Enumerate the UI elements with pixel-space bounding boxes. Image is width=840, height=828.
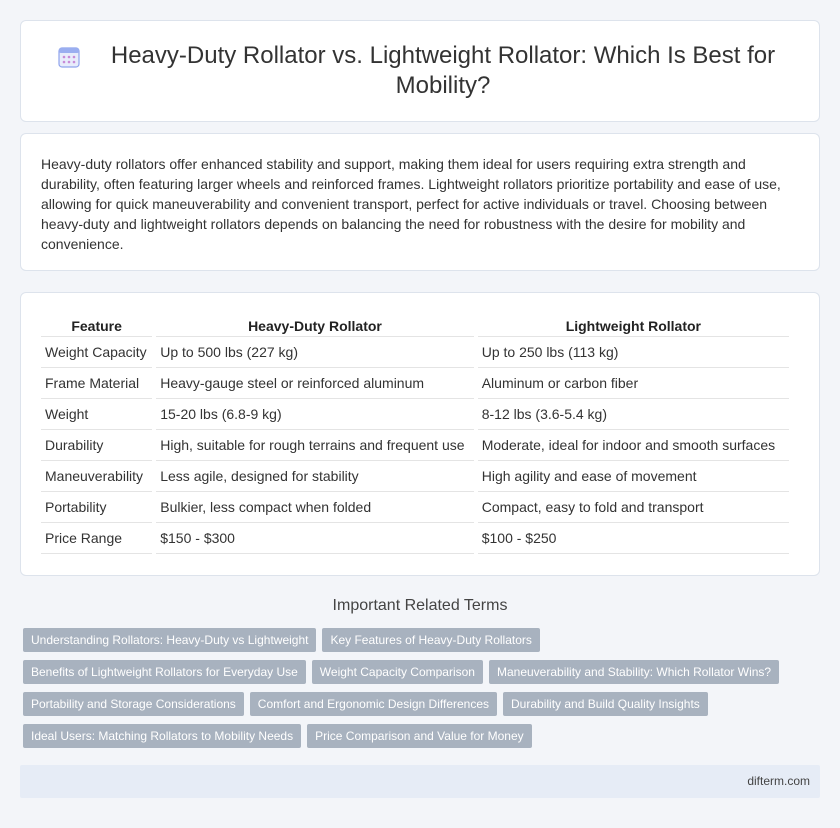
related-term-tag[interactable]: Price Comparison and Value for Money	[307, 724, 532, 748]
related-term-tag[interactable]: Key Features of Heavy-Duty Rollators	[322, 628, 539, 652]
related-term-tag[interactable]: Ideal Users: Matching Rollators to Mobility Needs	[23, 724, 301, 748]
table-header-row	[41, 315, 789, 337]
intro-card	[20, 133, 820, 271]
related-term-tag[interactable]: Comfort and Ergonomic Design Differences	[250, 692, 497, 716]
table-row	[41, 492, 789, 523]
related-term-tag[interactable]: Durability and Build Quality Insights	[503, 692, 708, 716]
footer-site-link[interactable]: difterm.com	[747, 774, 810, 788]
table-row	[41, 337, 789, 368]
feature-cell: Price Range	[41, 523, 152, 554]
table-row	[41, 368, 789, 399]
related-term-tag[interactable]: Benefits of Lightweight Rollators for Everyday Use	[23, 660, 306, 684]
table-row	[41, 430, 789, 461]
header-feature: Feature	[41, 315, 152, 337]
lightweight-cell: Up to 250 lbs (113 kg)	[478, 337, 789, 368]
heavy-duty-cell: Heavy-gauge steel or reinforced aluminum	[156, 368, 473, 399]
heavy-duty-cell: $150 - $300	[156, 523, 473, 554]
header-heavy-duty: Heavy-Duty Rollator	[156, 315, 473, 337]
comparison-table	[37, 315, 793, 554]
related-term-tag[interactable]: Weight Capacity Comparison	[312, 660, 483, 684]
lightweight-cell: Aluminum or carbon fiber	[478, 368, 789, 399]
table-row	[41, 461, 789, 492]
table-row	[41, 523, 789, 554]
related-terms-list	[23, 628, 813, 748]
comparison-table-card	[20, 292, 820, 576]
footer	[20, 765, 820, 798]
lightweight-cell: Moderate, ideal for indoor and smooth surfaces	[478, 430, 789, 461]
grid-calendar-icon	[57, 45, 81, 69]
header-lightweight: Lightweight Rollator	[478, 315, 789, 337]
related-terms-title: Important Related Terms	[332, 597, 508, 614]
heavy-duty-cell: 15-20 lbs (6.8-9 kg)	[156, 399, 473, 430]
lightweight-cell: 8-12 lbs (3.6-5.4 kg)	[478, 399, 789, 430]
lightweight-cell: $100 - $250	[478, 523, 789, 554]
heavy-duty-cell: Bulkier, less compact when folded	[156, 492, 473, 523]
heavy-duty-cell: Up to 500 lbs (227 kg)	[156, 337, 473, 368]
page-title: Heavy-Duty Rollator vs. Lightweight Rollator: Which Is Best for Mobility?	[110, 42, 776, 99]
related-term-tag[interactable]: Understanding Rollators: Heavy-Duty vs Lightweight	[23, 628, 316, 652]
related-term-tag[interactable]: Maneuverability and Stability: Which Rollator Wins?	[489, 660, 779, 684]
feature-cell: Weight Capacity	[41, 337, 152, 368]
heavy-duty-cell: High, suitable for rough terrains and frequent use	[156, 430, 473, 461]
heavy-duty-cell: Less agile, designed for stability	[156, 461, 473, 492]
lightweight-cell: Compact, easy to fold and transport	[478, 492, 789, 523]
feature-cell: Durability	[41, 430, 152, 461]
feature-cell: Weight	[41, 399, 152, 430]
feature-cell: Portability	[41, 492, 152, 523]
table-row	[41, 399, 789, 430]
feature-cell: Maneuverability	[41, 461, 152, 492]
lightweight-cell: High agility and ease of movement	[478, 461, 789, 492]
intro-text: Heavy-duty rollators offer enhanced stability and support, making them ideal for users requiring extra strength and durability, often featuring larger wheels and reinforced frames. Lightweight rollators prioritize portability and ease of use, allowing for quick maneuverability and convenient transport, perfect for active individuals or travel. Choosing between heavy-duty and lightweight rollators depends on balancing the need for robustness with the desire for mobility and convenience.	[41, 156, 781, 252]
feature-cell: Frame Material	[41, 368, 152, 399]
header-card	[20, 20, 820, 122]
related-term-tag[interactable]: Portability and Storage Considerations	[23, 692, 244, 716]
